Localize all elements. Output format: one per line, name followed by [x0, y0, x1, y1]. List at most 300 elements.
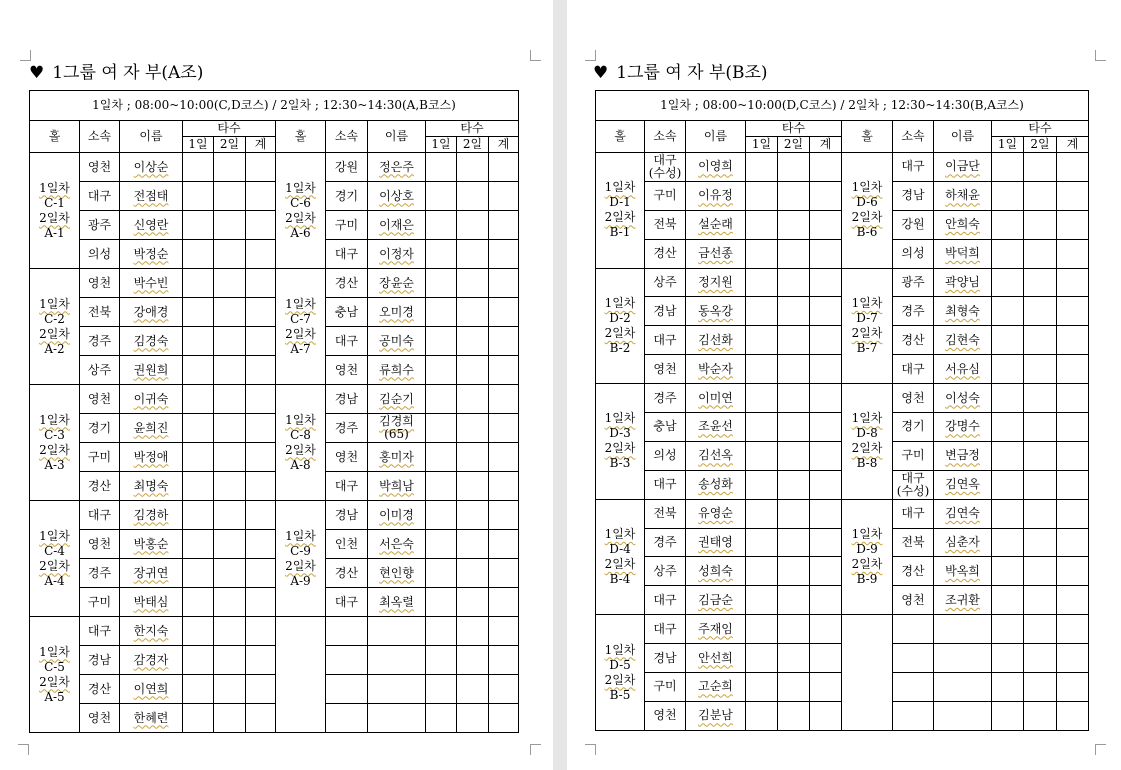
- total-strokes-cell: [810, 615, 842, 644]
- day2-label: 2일차: [604, 556, 636, 571]
- name-cell: [368, 153, 426, 182]
- day2-strokes-cell: [457, 530, 489, 559]
- affiliation: 의성: [901, 246, 925, 261]
- day1-strokes-cell: [426, 327, 457, 356]
- day2-label: 2일차: [39, 210, 70, 225]
- day2-strokes-cell: [1024, 326, 1057, 355]
- affiliation: 대구: [901, 506, 925, 521]
- total-strokes-cell: [246, 588, 276, 617]
- affiliation: 충남: [653, 419, 677, 434]
- corner-mark-bottom-right: [530, 744, 541, 755]
- affiliation-cell: [326, 211, 368, 240]
- total-strokes-cell: [489, 356, 519, 385]
- player-name: 설순래: [698, 217, 733, 232]
- affiliation: 구미: [653, 188, 677, 203]
- name-cell: [368, 182, 426, 211]
- total-strokes-cell: [810, 384, 842, 413]
- day1-label: 1일차: [285, 412, 316, 427]
- affiliation-cell: [80, 356, 120, 385]
- affiliation-cell: [80, 501, 120, 530]
- total-strokes-cell: [489, 240, 519, 269]
- total-strokes-cell: [1057, 355, 1089, 384]
- empty-cell: [426, 704, 457, 733]
- table-row: [30, 414, 519, 443]
- empty-cell: [1024, 644, 1057, 673]
- player-name: 박순자: [698, 361, 733, 376]
- day1-strokes-cell: [183, 530, 214, 559]
- affiliation: 경남: [87, 652, 112, 667]
- day1-label: 1일차: [285, 296, 316, 311]
- day1-strokes-cell: [746, 673, 778, 702]
- day2-label: 2일차: [851, 441, 883, 456]
- affiliation-cell: [80, 240, 120, 269]
- player-name: 김선옥: [698, 448, 733, 463]
- total-strokes-cell: [810, 210, 842, 239]
- hole-cell: [842, 268, 893, 384]
- affiliation: 대구: [653, 477, 677, 492]
- empty-cell: [426, 617, 457, 646]
- hole-cell: [276, 385, 326, 501]
- day1-strokes-cell: [992, 239, 1024, 268]
- player-name: 송성화: [698, 477, 733, 492]
- affiliation-cell: [893, 355, 934, 384]
- day2-label: 2일차: [39, 326, 70, 341]
- affiliation: 대구: [87, 507, 112, 522]
- day1-strokes-cell: [183, 269, 214, 298]
- header-day2-text: 2일: [219, 137, 240, 151]
- day1-course: C-6: [290, 195, 311, 210]
- name-cell: [934, 557, 992, 586]
- day2-strokes-cell: [1024, 528, 1057, 557]
- total-strokes-cell: [810, 586, 842, 615]
- affiliation: 상주: [653, 563, 677, 578]
- day1-label: 1일차: [39, 180, 70, 195]
- day1-label: 1일차: [39, 528, 70, 543]
- day2-label: 2일차: [39, 674, 70, 689]
- day2-strokes-cell: [778, 673, 810, 702]
- day1-strokes-cell: [992, 355, 1024, 384]
- total-strokes-cell: [246, 298, 276, 327]
- header-name: [368, 121, 426, 153]
- heart-icon: ♥: [593, 63, 609, 83]
- empty-cell: [426, 675, 457, 704]
- day1-strokes-cell: [183, 327, 214, 356]
- name-cell: [368, 443, 426, 472]
- total-strokes-cell: [810, 644, 842, 673]
- affiliation-cell: [80, 414, 120, 443]
- name-cell: [120, 704, 183, 733]
- header-day2-text: 2일: [462, 137, 483, 151]
- header-day1: [746, 137, 778, 153]
- player-name: 한혜련: [133, 710, 169, 725]
- header-affiliation: [893, 121, 934, 153]
- day2-course: B-1: [609, 225, 631, 240]
- empty-cell: [457, 646, 489, 675]
- day1-strokes-cell: [746, 181, 778, 210]
- total-strokes-cell: [246, 327, 276, 356]
- day1-strokes-cell: [746, 441, 778, 470]
- day2-strokes-cell: [1024, 153, 1057, 182]
- name-cell: [120, 617, 183, 646]
- hole-cell: [30, 269, 80, 385]
- empty-cell: [457, 675, 489, 704]
- name-cell: [934, 297, 992, 326]
- header-day1: [426, 137, 457, 153]
- day2-strokes-cell: [214, 530, 246, 559]
- empty-cell: [489, 704, 519, 733]
- total-strokes-cell: [489, 443, 519, 472]
- empty-cell: [1024, 615, 1057, 644]
- total-strokes-cell: [489, 414, 519, 443]
- name-cell: [934, 210, 992, 239]
- affiliation: 인천: [334, 536, 359, 551]
- affiliation: 대구: [901, 361, 925, 376]
- day2-strokes-cell: [457, 211, 489, 240]
- total-strokes-cell: [246, 501, 276, 530]
- affiliation: 영천: [87, 275, 112, 290]
- day1-label: 1일차: [285, 180, 316, 195]
- player-name: 강명수: [945, 419, 980, 434]
- day2-strokes-cell: [778, 499, 810, 528]
- total-strokes-cell: [810, 528, 842, 557]
- day1-strokes-cell: [992, 528, 1024, 557]
- total-strokes-cell: [810, 557, 842, 586]
- day1-strokes-cell: [183, 617, 214, 646]
- name-cell: [686, 297, 746, 326]
- name-cell: [934, 181, 992, 210]
- name-cell: [120, 385, 183, 414]
- day2-label: 2일차: [39, 558, 70, 573]
- total-strokes-cell: [1057, 210, 1089, 239]
- affiliation-cell: [893, 470, 934, 499]
- total-strokes-cell: [246, 414, 276, 443]
- corner-mark-bottom-right: [1095, 744, 1106, 755]
- name-cell: [686, 413, 746, 442]
- day2-strokes-cell: [1024, 181, 1057, 210]
- affiliation: 경주: [334, 420, 359, 435]
- day2-label: 2일차: [604, 325, 636, 340]
- header-total: [1057, 137, 1089, 153]
- affiliation: 구미: [653, 679, 677, 694]
- total-strokes-cell: [246, 443, 276, 472]
- affiliation-cell: [645, 528, 686, 557]
- player-name: 현인향: [379, 565, 414, 580]
- day1-strokes-cell: [426, 153, 457, 182]
- total-strokes-cell: [1057, 297, 1089, 326]
- name-cell: [686, 441, 746, 470]
- affiliation: 영천: [653, 361, 677, 376]
- player-name: 김연옥: [945, 477, 980, 492]
- affiliation: 강원: [901, 217, 925, 232]
- name-cell: [120, 588, 183, 617]
- header-hole: [842, 121, 893, 153]
- total-strokes-cell: [489, 530, 519, 559]
- total-strokes-cell: [489, 385, 519, 414]
- affiliation-cell: [326, 385, 368, 414]
- affiliation-cell: [326, 240, 368, 269]
- hole-cell: [276, 501, 326, 617]
- day1-strokes-cell: [746, 586, 778, 615]
- name-cell: [686, 586, 746, 615]
- day1-strokes-cell: [746, 384, 778, 413]
- table-row: [596, 499, 1089, 528]
- name-cell: [120, 269, 183, 298]
- player-name: 오미경: [379, 304, 414, 319]
- day2-strokes-cell: [457, 153, 489, 182]
- hole-cell: [596, 384, 645, 500]
- affiliation-cell: [645, 499, 686, 528]
- name-cell: [686, 210, 746, 239]
- header-total: [246, 137, 276, 153]
- day1-label: 1일차: [39, 644, 70, 659]
- affiliation: 경주: [653, 535, 677, 550]
- header-affiliation: [80, 121, 120, 153]
- affiliation-cell: [80, 472, 120, 501]
- empty-cell: [368, 704, 426, 733]
- header-total-text: 계: [254, 137, 267, 151]
- day1-strokes-cell: [992, 210, 1024, 239]
- total-strokes-cell: [1057, 268, 1089, 297]
- player-name: 안선희: [698, 650, 733, 665]
- total-strokes-cell: [810, 268, 842, 297]
- day2-course: A-6: [290, 225, 311, 240]
- group-title: 1그룹 여 자 부(B조): [616, 63, 768, 83]
- day1-course: D-6: [856, 195, 878, 210]
- empty-cell: [489, 646, 519, 675]
- table-row: [30, 182, 519, 211]
- empty-cell: [934, 673, 992, 702]
- day2-label: 2일차: [285, 442, 316, 457]
- day1-course: D-8: [856, 426, 878, 441]
- affiliation-cell: [80, 646, 120, 675]
- name-cell: [934, 413, 992, 442]
- total-strokes-cell: [810, 499, 842, 528]
- day1-course: D-5: [609, 657, 631, 672]
- total-strokes-cell: [246, 240, 276, 269]
- total-strokes-cell: [246, 530, 276, 559]
- day1-strokes-cell: [183, 646, 214, 675]
- affiliation-cell: [80, 530, 120, 559]
- player-name: 김연숙: [945, 506, 980, 521]
- total-strokes-cell: [810, 239, 842, 268]
- header-hole: [30, 121, 80, 153]
- name-cell: [934, 441, 992, 470]
- affiliation-cell: [645, 268, 686, 297]
- player-name: 정지원: [698, 275, 733, 289]
- affiliation: 영천: [87, 536, 112, 551]
- total-strokes-cell: [489, 211, 519, 240]
- header-total-text: 계: [819, 137, 832, 151]
- day1-strokes-cell: [183, 356, 214, 385]
- header-total: [810, 137, 842, 153]
- name-cell: [686, 557, 746, 586]
- name-cell: [934, 355, 992, 384]
- affiliation-cell: [893, 153, 934, 182]
- affiliation: 경남: [334, 507, 359, 522]
- day1-strokes-cell: [746, 413, 778, 442]
- day1-strokes-cell: [992, 181, 1024, 210]
- name-cell: [686, 528, 746, 557]
- affiliation: 경남: [653, 303, 677, 318]
- empty-cell: [326, 646, 368, 675]
- affiliation: 경남: [901, 188, 925, 203]
- name-cell: [368, 472, 426, 501]
- day2-course: B-3: [609, 456, 631, 471]
- hole-cell: [276, 269, 326, 385]
- affiliation: 광주: [901, 275, 925, 289]
- header-affiliation-text: 소속: [334, 129, 359, 143]
- player-name: 이재은: [379, 217, 414, 232]
- day2-course: A-3: [44, 457, 65, 472]
- day1-strokes-cell: [746, 268, 778, 297]
- total-strokes-cell: [1057, 528, 1089, 557]
- empty-cell: [368, 675, 426, 704]
- day1-course: C-1: [44, 195, 65, 210]
- affiliation-cell: [645, 239, 686, 268]
- empty-cell: [326, 675, 368, 704]
- affiliation-cell: [893, 239, 934, 268]
- day2-strokes-cell: [457, 414, 489, 443]
- corner-mark-top-right: [530, 50, 541, 61]
- day2-strokes-cell: [214, 153, 246, 182]
- name-cell: [368, 501, 426, 530]
- affiliation: 영천: [901, 592, 925, 607]
- total-strokes-cell: [489, 559, 519, 588]
- name-cell: [120, 327, 183, 356]
- day2-strokes-cell: [778, 181, 810, 210]
- total-strokes-cell: [489, 588, 519, 617]
- day1-course: D-3: [609, 426, 631, 441]
- player-name: 안희숙: [945, 217, 980, 232]
- day2-label: 2일차: [285, 210, 316, 225]
- player-name: 전점태: [133, 188, 169, 203]
- total-strokes-cell: [1057, 470, 1089, 499]
- affiliation: 구미: [334, 217, 359, 232]
- header-strokes-text: 타수: [217, 121, 241, 135]
- player-name: 박옥희: [945, 563, 980, 578]
- affiliation-cell: [80, 617, 120, 646]
- affiliation: 경산: [87, 681, 112, 696]
- total-strokes-cell: [489, 327, 519, 356]
- affiliation-cell: [645, 586, 686, 615]
- total-strokes-cell: [246, 472, 276, 501]
- name-cell: [686, 384, 746, 413]
- empty-cell: [893, 644, 934, 673]
- player-name: 변금정: [945, 448, 980, 463]
- day1-strokes-cell: [426, 385, 457, 414]
- affiliation: 경주: [653, 390, 677, 405]
- day2-strokes-cell: [1024, 470, 1057, 499]
- total-strokes-cell: [246, 153, 276, 182]
- name-cell: [934, 499, 992, 528]
- hole-cell: [30, 501, 80, 617]
- player-name: 하채윤: [945, 188, 980, 203]
- affiliation-cell: [80, 675, 120, 704]
- day2-strokes-cell: [1024, 210, 1057, 239]
- header-strokes-text: 타수: [460, 121, 484, 135]
- affiliation: 의성: [653, 448, 677, 463]
- player-name: 권태영: [698, 535, 733, 550]
- header-name-text: 이름: [950, 129, 975, 143]
- corner-mark-top-right: [1095, 50, 1106, 61]
- player-name: 이금단: [945, 159, 980, 174]
- day2-strokes-cell: [214, 675, 246, 704]
- affiliation-cell: [80, 385, 120, 414]
- affiliation: 대구: [653, 592, 677, 607]
- name-cell: [368, 269, 426, 298]
- empty-cell: [934, 615, 992, 644]
- day2-strokes-cell: [1024, 355, 1057, 384]
- day2-course: A-8: [290, 457, 311, 472]
- day1-strokes-cell: [426, 211, 457, 240]
- affiliation: 구미: [87, 594, 112, 609]
- total-strokes-cell: [489, 153, 519, 182]
- day2-strokes-cell: [214, 269, 246, 298]
- header-day2-text: 2일: [1030, 137, 1050, 151]
- affiliation: 대구: [334, 478, 359, 493]
- total-strokes-cell: [489, 182, 519, 211]
- day1-strokes-cell: [183, 298, 214, 327]
- player-name: 유영순: [698, 506, 733, 521]
- total-strokes-cell: [1057, 239, 1089, 268]
- day1-strokes-cell: [426, 240, 457, 269]
- player-name: 심춘자: [945, 535, 980, 550]
- player-name: 강애경: [133, 304, 169, 319]
- affiliation-cell: [645, 644, 686, 673]
- name-cell: [120, 530, 183, 559]
- affiliation-cell: [893, 586, 934, 615]
- day2-course: A-5: [44, 689, 65, 704]
- day2-strokes-cell: [214, 559, 246, 588]
- affiliation: 영천: [901, 390, 925, 405]
- affiliation: 대구: [901, 471, 925, 486]
- empty-cell: [934, 701, 992, 730]
- total-strokes-cell: [810, 441, 842, 470]
- name-cell: [686, 355, 746, 384]
- affiliation: 충남: [334, 304, 359, 319]
- day2-strokes-cell: [457, 269, 489, 298]
- pairing-table: [595, 90, 1089, 731]
- day1-strokes-cell: [426, 472, 457, 501]
- player-name: 이상순: [133, 159, 169, 174]
- day1-course: C-3: [44, 427, 65, 442]
- affiliation-cell: [80, 559, 120, 588]
- day1-strokes-cell: [992, 153, 1024, 182]
- header-strokes: [746, 121, 842, 137]
- day2-course: B-2: [609, 340, 631, 355]
- affiliation-cell: [326, 182, 368, 211]
- header-day1: [992, 137, 1024, 153]
- day1-label: 1일차: [851, 180, 883, 195]
- name-cell: [934, 326, 992, 355]
- name-cell: [120, 443, 183, 472]
- empty-cell: [992, 673, 1024, 702]
- player-name: 박덕희: [945, 246, 980, 261]
- affiliation: 경기: [87, 420, 112, 435]
- affiliation: 경남: [653, 650, 677, 665]
- affiliation-cell: [893, 181, 934, 210]
- table-row: [596, 384, 1089, 413]
- day1-strokes-cell: [992, 384, 1024, 413]
- total-strokes-cell: [246, 356, 276, 385]
- affiliation: 대구: [334, 333, 359, 348]
- name-cell: [368, 240, 426, 269]
- total-strokes-cell: [246, 559, 276, 588]
- affiliation: 영천: [653, 708, 677, 723]
- day1-strokes-cell: [746, 557, 778, 586]
- day1-course: D-2: [609, 310, 631, 325]
- header-strokes: [992, 121, 1089, 137]
